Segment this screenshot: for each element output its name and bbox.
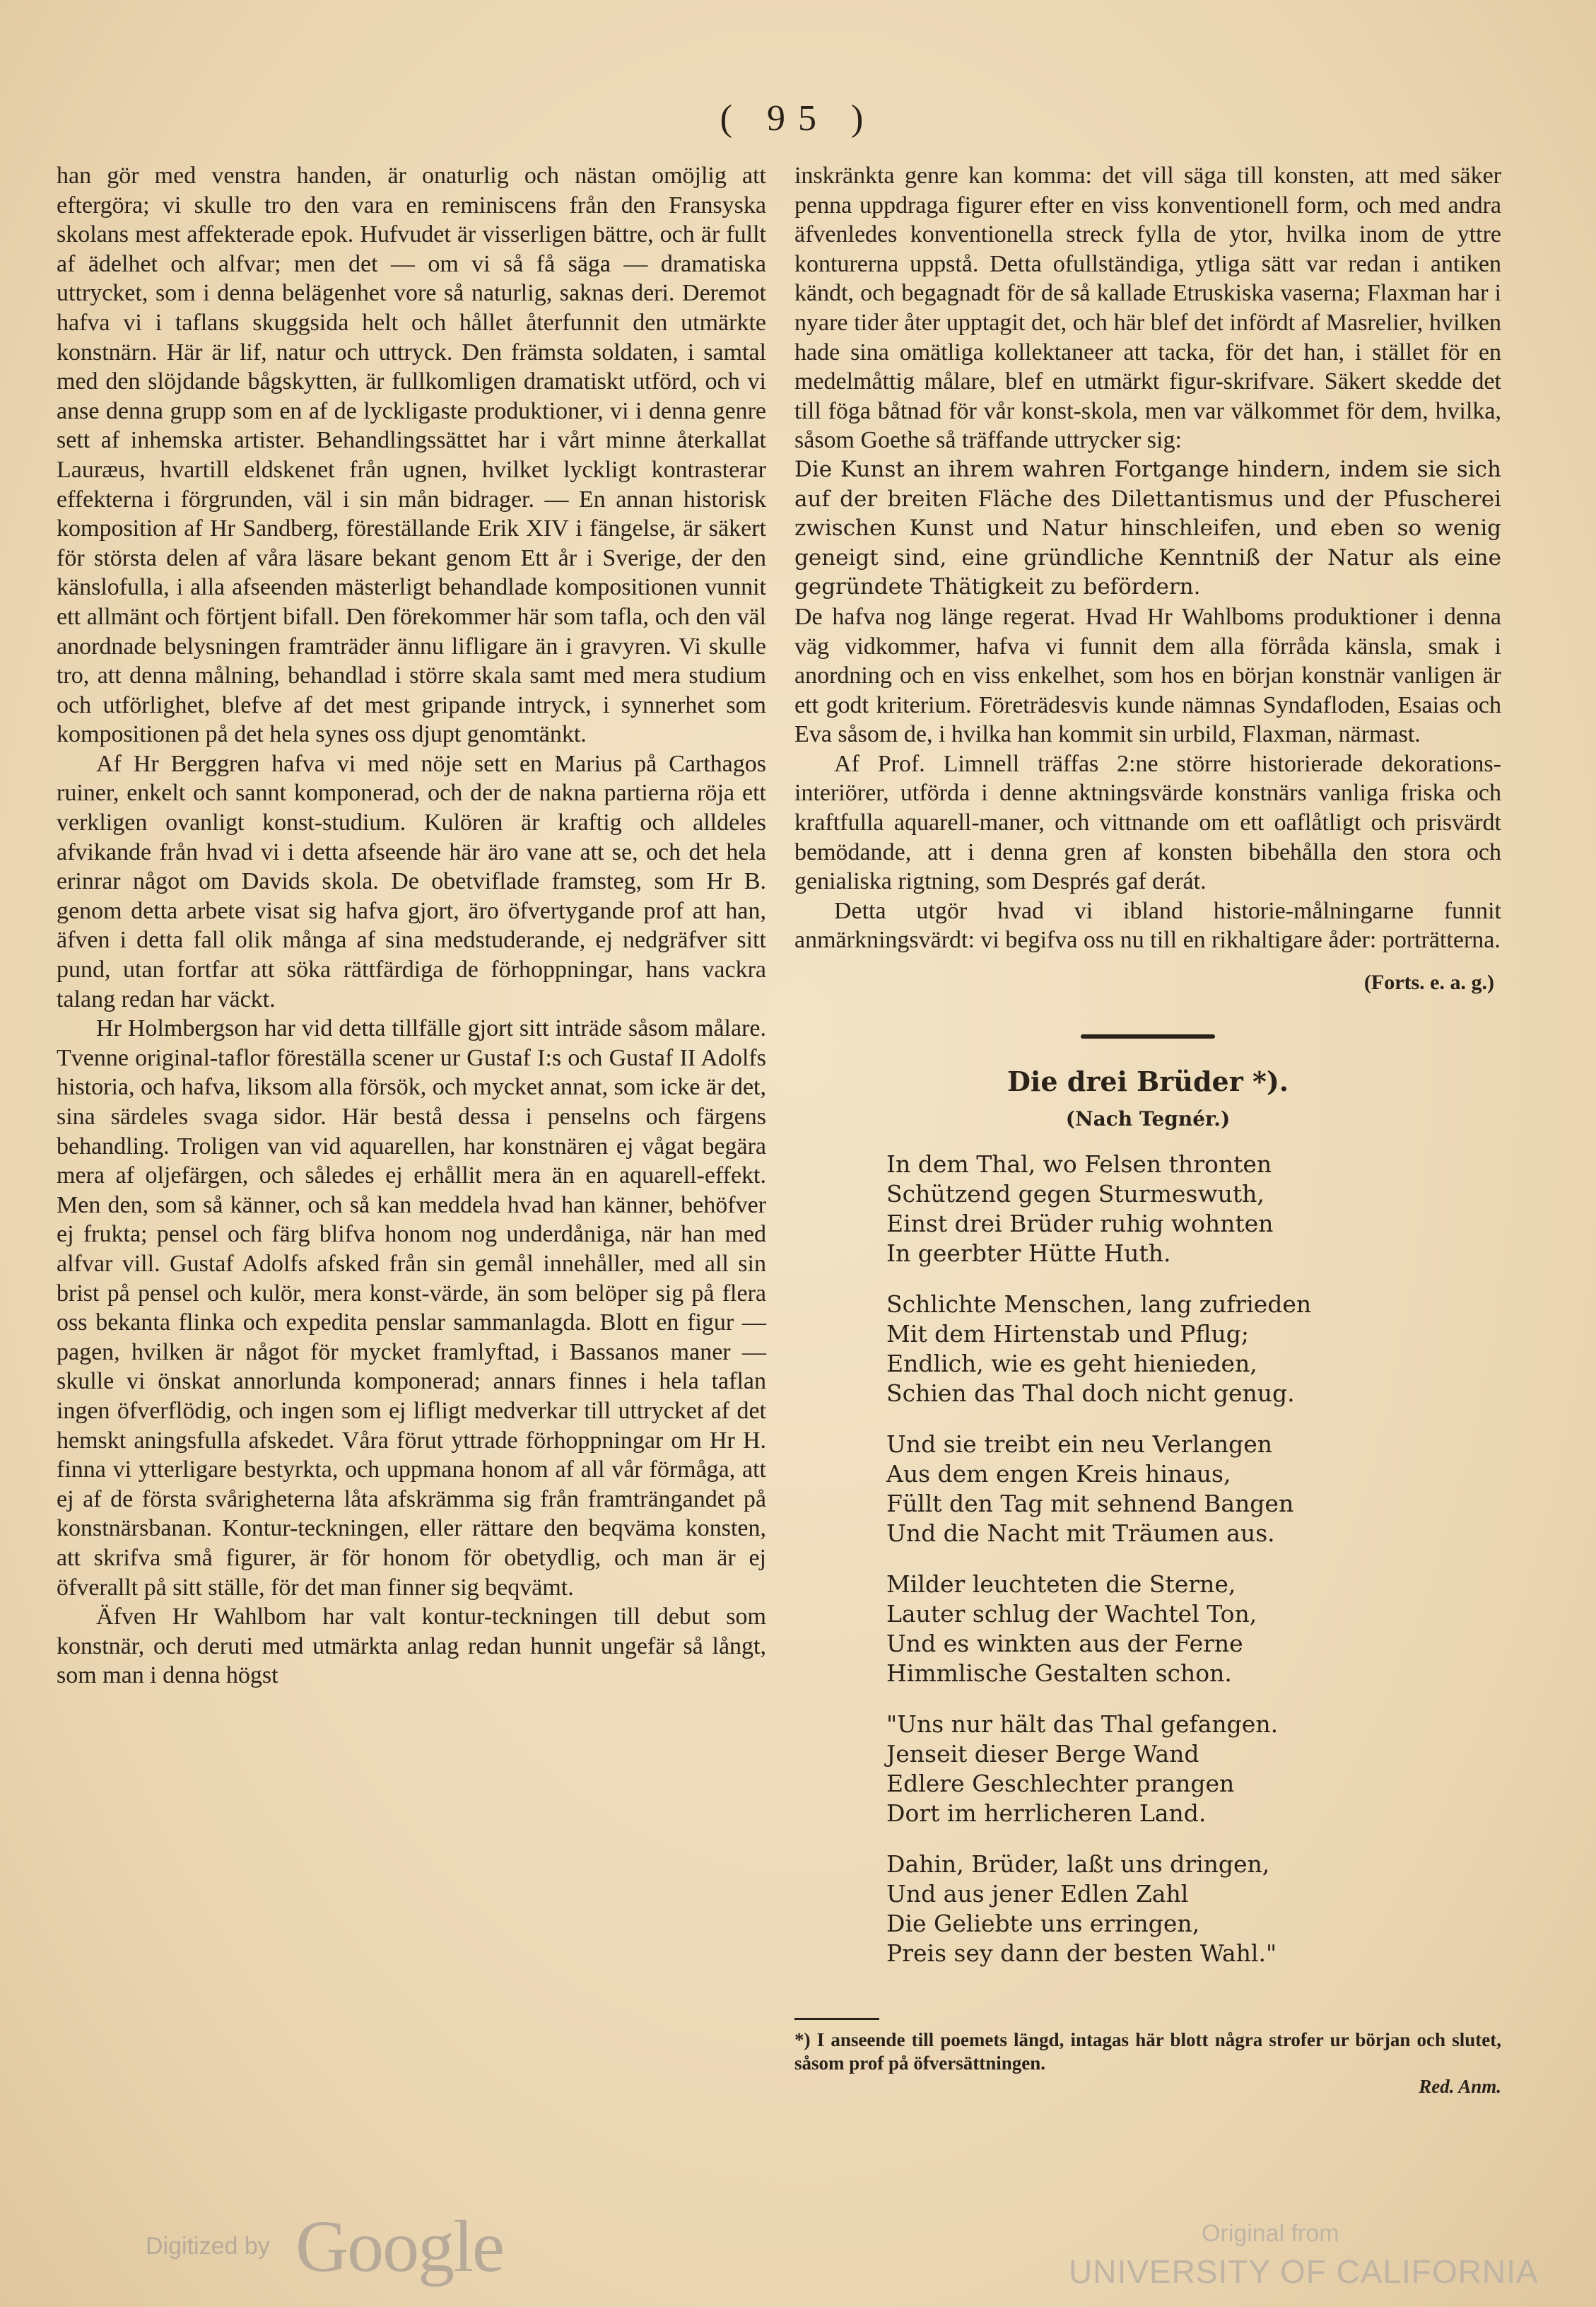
poem-line: Edlere Geschlechter prangen: [886, 1769, 1235, 1797]
left-column: [57, 161, 766, 1690]
poem-stanza: [886, 1850, 1501, 1968]
poem-stanza: [886, 1150, 1501, 1268]
poem-subtitle: (Nach Tegnér.): [1065, 1107, 1231, 1131]
poem-line: Und aus jener Edlen Zahl: [886, 1879, 1189, 1908]
poem-line: Jenseit dieser Berge Wand: [886, 1739, 1199, 1768]
poem-line: Aus dem engen Kreis hinaus,: [886, 1459, 1231, 1488]
poem-line: Lauter schlug der Wachtel Ton,: [886, 1599, 1257, 1628]
poem-line: Schien das Thal doch nicht genug.: [886, 1379, 1295, 1407]
poem-line: Dort im herrlicheren Land.: [886, 1799, 1207, 1827]
paragraph: Af Hr Berggren hafva vi med nöje sett en Marius på Carthagos ruiner, enkelt och sannt komponerad, och der de nakna partierna röja ett verkligen ovanligt konst-studium. Kulören är kraftig och alldeles afvikande från hvad vi i detta afseende här äro vane att se, och det hela erinrar något om Davids skola. De obetviflade framsteg, som Hr B. genom detta arbete visat sig hafva gjort, äro öfvertygande prof att han, äfven i detta fall olik många af sina medstuderande, ej nedgräfver sitt pund, utan fortfar att söka rättfärdiga de förhoppningar, hans vackra talang redan har väckt.: [57, 750, 766, 1012]
poem-line: Und die Nacht mit Träumen aus.: [886, 1519, 1275, 1547]
poem-line: Preis sey dann der besten Wahl.": [886, 1939, 1277, 1967]
paragraph: han gör med venstra handen, är onaturlig och nästan omöjlig att eftergöra; vi skulle tro den vara en reminiscens från den Fransyska skolans mest affekterade epok. Hufvudet är visserligen bättre, och är fullt af ädelhet och alfvar; men det — om vi så få säga — dramatiska uttrycket, som i denna belägenhet vore så naturlig, saknas deri. Deremot hafva vi i taflans skuggsida helt och hållet återfunnit den utmärkte konstnärn. Här är lif, natur och uttryck. Den främsta soldaten, i samtal med den slöjdande bågskytten, är fullkomligen dramatiskt utförd, och vi anse denna grupp som en af de lyckligaste produktioner, vi i denna genre sett af inhemska artister. Behandlingssättet har i vårt minne återkallat Lauræus, hvartill eldskenet från ugnen, hvilket lyckligt kontrasterar effekterna i förgrunden, väl i sin mån bidrager. — En annan historisk komposition af Hr Sandberg, föreställande Erik XIV i fängelse, är säkert för största delen af våra läsare bekant genom Ett år i Sverige, der den känslofulla, i alla afseenden mästerligt behandlade kompositionen vunnit ett allmänt och förtjent bifall. Den förekommer här som tafla, och den väl anordnade belysningen framträder ännu lifligare än i gravyren. Vi skulle tro, att denna målning, behandlad i större skala samt med mera studium och utförlighet, blefve af det mest gripande intryck, i synnerhet som kompositionen på det hela synes oss djupt genomtänkt.: [57, 163, 766, 748]
google-logo: Google: [295, 2206, 504, 2287]
poem-line: "Uns nur hält das Thal gefangen.: [886, 1710, 1279, 1738]
poem-stanza: [886, 1570, 1501, 1688]
poem-line: Und es winkten aus der Ferne: [886, 1629, 1243, 1657]
poem-stanza: [886, 1710, 1501, 1828]
poem-line: Einst drei Brüder ruhig wohnten: [886, 1209, 1274, 1237]
footnote: [794, 2028, 1501, 2098]
paragraph: Af Prof. Limnell träffas 2:ne större historierade dekorations-interiörer, utförda i denne aktningsvärde konstnärs vanliga friska och kraftfulla aquarell-maner, och vittnande om ett oaflåtligt och prisvärdt bemödande, att i denna gren af konsten bibehålla den stora och genialiska rigtning, som Després gaf derát.: [794, 750, 1501, 895]
poem-line: Füllt den Tag mit sehnend Bangen: [886, 1489, 1294, 1517]
page-number: ( 95 ): [720, 98, 876, 139]
poem-line: Dahin, Brüder, laßt uns dringen,: [886, 1850, 1270, 1878]
poem-line: In dem Thal, wo Felsen thronten: [886, 1150, 1272, 1178]
footnote-rule: [794, 2018, 879, 2020]
original-from-label: Original from: [1202, 2220, 1339, 2247]
poem-line: Mit dem Hirtenstab und Pflug;: [886, 1319, 1249, 1348]
poem-line: Schützend gegen Sturmeswuth,: [886, 1179, 1265, 1208]
paragraph: inskränkta genre kan komma: det vill säga till konsten, att med säker penna uppdraga figurer efter en viss konventionell form, och med andra äfvenledes konventionella streck fylla de ytor, hvilka inom de yttre konturerna uppstå. Detta ofullständiga, ytliga sätt var redan i antiken kändt, och begagnadt för de så kallade Etruskiska vaserna; Flaxman har i nyare tider åter upptagit det, och här blef det infördt af Masrelier, hvilken hade sina omätliga kollektaneer att tacka, för det han, i stället för en medelmåttig målare, blef en utmärkt figur-skrifvare. Säkert skedde det till föga båtnad för vår konst-skola, men var välkommet för dem, hvilka, såsom Goethe så träffande uttrycker sig:: [794, 163, 1501, 454]
poem-line: In geerbter Hütte Huth.: [886, 1239, 1171, 1267]
poem-line: Schlichte Menschen, lang zufrieden: [886, 1290, 1312, 1318]
digitized-by-label: Digitized by: [146, 2233, 270, 2260]
paragraph: De hafva nog länge regerat. Hvad Hr Wahlboms produktioner i denna väg vidkommer, hafva vi funnit dem alla förråda känsla, smak i anordning och en viss enkelhet, som hos en början konstnär vanligen är ett godt kriterium. Företrädesvis kunde nämnas Syndafloden, Esaias och Eva såsom de, i hvilka han kommit sin urbild, Flaxman, närmast.: [794, 603, 1501, 748]
footnote-signature: Red. Anm.: [1419, 2075, 1501, 2097]
poem-line: Die Geliebte uns erringen,: [886, 1909, 1200, 1937]
university-label: UNIVERSITY OF CALIFORNIA: [1069, 2253, 1539, 2290]
poem-line: Endlich, wie es geht hienieden,: [886, 1349, 1257, 1377]
paragraph: Hr Holmbergson har vid detta tillfälle gjort sitt inträde såsom målare. Tvenne original-taflor föreställa scener ur Gustaf I:s och Gustaf II Adolfs historia, och hafva, liksom alla försök, och mycket annat, som icke är det, sina särdeles svaga sidor. Här bestå dessa i penselns och färgens behandling. Troligen van vid aquarellen, har konstnären ej vågat begära mera af oljefärgen, och således ej erhållit mera än en aquarell-effekt. Men den, som så känner, och så kan meddela hvad han känner, behöfver ej frukta; pensel och färg blifva honom nog underdåniga, när han med alfvar vill. Gustaf Adolfs afsked från sin gemål innehåller, med all sin brist på pensel och kulör, mera konst-värde, än som belöper sig på flera oss bekanta flinka och expedita penslar sammanlagda. Blott en figur — pagen, hvilken är något för mycket framlyftad, i Bassanos maner — skulle vi önskat annorlunda komponerad; annars finnes i hela taflan ingen öfverflödig, och ingen som ej lifligt medverkar till uttrycket af det hemskt aningsfulla afskedet. Våra förut yttrade förhoppningar om Hr H. finna vi ytterligare bestyrkta, och uppmana honom af all vår förmåga, att ej af de första svårigheterna låta afskrämma sig från framträngandet på konstnärsbanan. Kontur-teckningen, eller rättare den beqväma konsten, att skrifva små figurer, är för honom för obetydlig, och man är ej öfverallt på sitt ställe, för det man finner sig beqvämt.: [57, 1015, 766, 1601]
poem-line: Milder leuchteten die Sterne,: [886, 1570, 1236, 1598]
paragraph: Detta utgör hvad vi ibland historie-målningarne funnit anmärkningsvärdt: vi begifva oss nu till en rikhaltigare åder: porträtterna.: [794, 897, 1501, 954]
poem-stanza: [886, 1290, 1501, 1408]
continuation-note: (Forts. e. a. g.): [1363, 971, 1494, 995]
poem-line: Himmlische Gestalten schon.: [886, 1659, 1232, 1687]
section-divider: [1081, 1034, 1215, 1039]
footnote-text: *) I anseende till poemets längd, intagas här blott några strofer ur början och slutet, såsom prof på öfversättningen.: [794, 2028, 1501, 2074]
goethe-quote: Die Kunst an ihrem wahren Fortgange hindern, indem sie sich auf der breiten Fläche des Dilettantismus und der Pfuscherei zwischen Kunst und Natur hinschleifen, und eben so wenig geneigt sind, eine gründliche Kenntniß der Natur als eine gegründete Thätigkeit zu befördern.: [794, 456, 1501, 600]
poem-title: Die drei Brüder *).: [1007, 1065, 1289, 1097]
right-column: [794, 161, 1501, 2098]
poem-line: Und sie treibt ein neu Verlangen: [886, 1430, 1273, 1458]
poem-stanza: [886, 1430, 1501, 1548]
paragraph: Äfven Hr Wahlbom har valt kontur-teckningen till debut som konstnär, och deruti med utmärkta anlag redan hunnit ungefär så långt, som man i denna högst: [57, 1604, 766, 1689]
